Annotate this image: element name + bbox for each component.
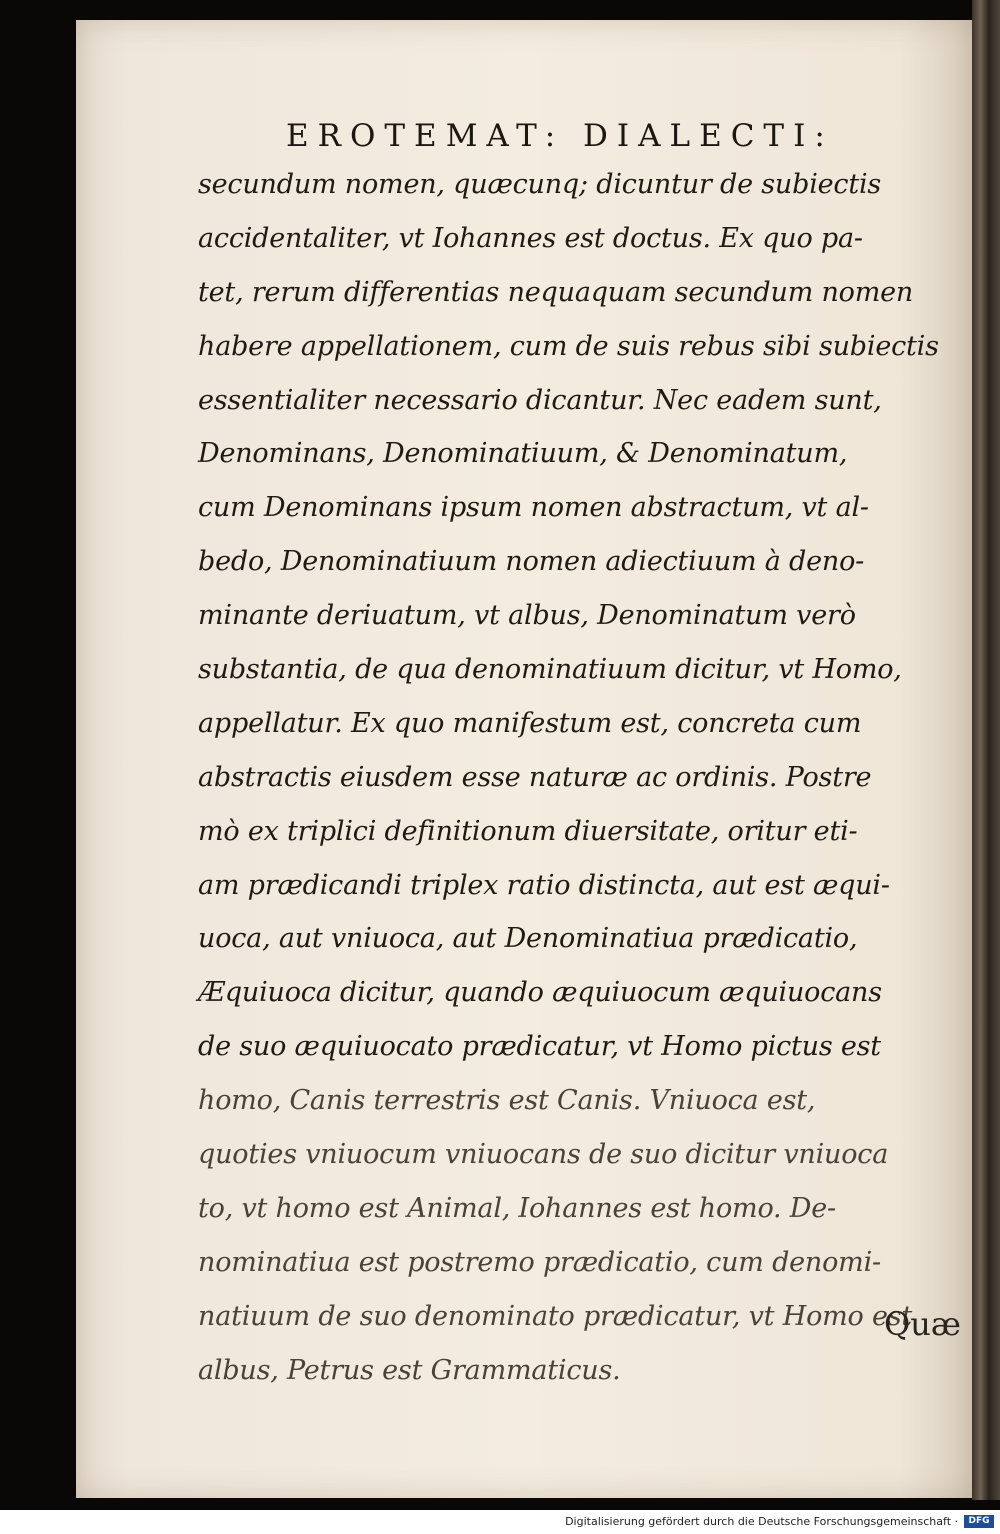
text-line: Denominans, Denominatiuum, & Denominatum, (198, 438, 848, 470)
text-line: Æquiuoca dicitur, quando æquiuocum æquiuocans (198, 977, 882, 1009)
page-edge (972, 0, 1000, 1500)
text-line: mò ex triplici definitionum diuersitate, oritur eti- (198, 815, 858, 847)
text-line: minante deriuatum, vt albus, Denominatum verò (198, 600, 856, 632)
text-line: secundum nomen, quæcunq; dicuntur de subiectis (198, 169, 882, 200)
text-line: substantia, de qua denominatiuum dicitur, vt Homo, (198, 654, 902, 686)
text-line: de suo æquiuocato prædicatur, vt Homo pictus est (198, 1031, 881, 1063)
text-line: albus, Petrus est Grammaticus. (198, 1354, 621, 1386)
text-line: accidentaliter, vt Iohannes est doctus. Ex quo pa- (198, 222, 863, 254)
text-line: quoties vniuocum vniuocans de suo dicitur vniuoca (198, 1139, 889, 1171)
text-line: appellatur. Ex quo manifestum est, concreta cum (198, 707, 862, 739)
text-line: to, vt homo est Animal, Iohannes est homo. De- (198, 1192, 836, 1224)
text-line: essentialiter necessario dicantur. Nec eadem sunt, (198, 384, 882, 416)
text-line: natiuum de suo denominato prædicatur, vt Homo est (198, 1300, 913, 1332)
text-line: nominatiua est postremo prædicatio, cum denomi- (198, 1246, 881, 1278)
page-body (198, 158, 968, 1397)
text-line: habere appellationem, cum de suis rebus sibi subiectis (198, 330, 939, 362)
funding-credit: Digitalisierung gefördert durch die Deutsche Forschungsgemeinschaft · (565, 1515, 958, 1528)
catchword: Quæ (884, 1305, 961, 1343)
dfg-logo-icon: DFG (964, 1515, 994, 1528)
running-title: EROTEMAT: DIALECTI: (286, 118, 834, 154)
text-line: am prædicandi triplex ratio distincta, aut est æqui- (198, 869, 890, 901)
text-line: bedo, Denominatiuum nomen adiectiuum à deno- (198, 546, 865, 578)
text-line: abstractis eiusdem esse naturæ ac ordinis. Postre (198, 761, 872, 793)
text-line: tet, rerum differentias nequaquam secundum nomen (198, 276, 914, 308)
text-line: cum Denominans ipsum nomen abstractum, vt al- (198, 492, 869, 524)
text-line: uoca, aut vniuoca, aut Denominatiua prædicatio, (198, 923, 858, 955)
text-line: homo, Canis terrestris est Canis. Vniuoca est, (198, 1085, 816, 1117)
footer-bar (0, 1510, 1000, 1534)
